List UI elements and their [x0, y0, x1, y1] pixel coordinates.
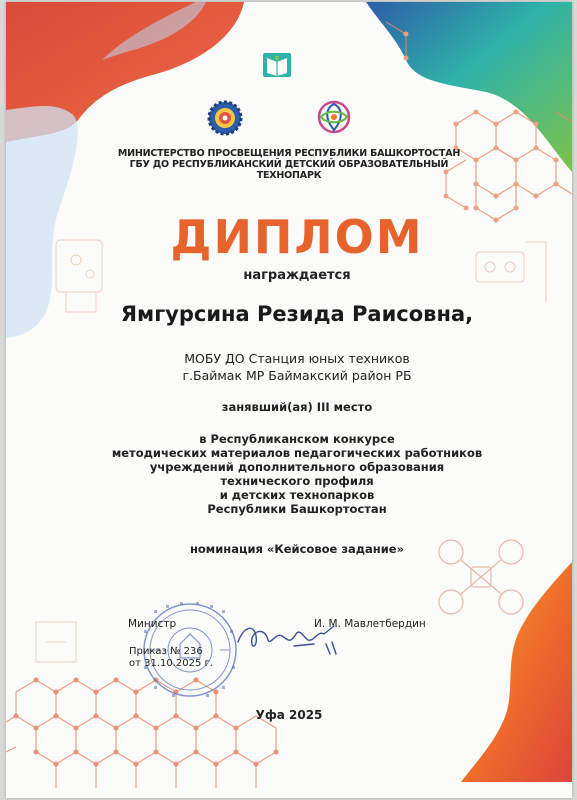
order-info [129, 646, 213, 670]
signer-name: И. М. Мавлетбердин [314, 618, 426, 630]
top-right-gradient-shape [366, 2, 572, 172]
institution-line-2: г.Баймак МР Баймакский район РБ [182, 368, 412, 383]
nomination: номинация «Кейсовое задание» [189, 542, 405, 556]
city-year: Уфа 2025 [255, 708, 323, 722]
institution-line-1: МОБУ ДО Станция юных техников [184, 351, 410, 366]
contest-line-3: учреждений дополнительного образования [149, 460, 445, 474]
place-text: занявший(ая) III место [221, 400, 373, 414]
bottom-right-orange-shape [461, 562, 572, 782]
order-date: от 31.10.2025 г. [129, 658, 213, 669]
awarded-label: награждается [243, 268, 351, 283]
diploma-title: ДИПЛОМ [170, 210, 424, 264]
contest-description [14, 432, 572, 516]
gear-emblem-icon [207, 100, 243, 136]
organization-header [6, 148, 572, 181]
organization-line-2: ГБУ ДО РЕСПУБЛИКАНСКИЙ ДЕТСКИЙ ОБРАЗОВАТЕЛЬНЫЙ [129, 159, 449, 170]
technopark-book-icon [262, 50, 292, 80]
signature-role: Министр [128, 618, 177, 630]
institution [14, 350, 572, 384]
diploma-sheet [6, 2, 572, 798]
contest-line-2: методических материалов педагогических работников [111, 446, 483, 460]
contest-line-4: технического профиля [220, 474, 374, 488]
organization-line-3: ТЕХНОПАРК [256, 170, 322, 181]
recipient-name: Ямгурсина Резида Раисовна, [120, 302, 474, 326]
order-number: Приказ № 236 [129, 646, 203, 657]
contest-line-6: Республики Башкортостан [207, 502, 387, 516]
contest-line-1: в Республиканском конкурсе [199, 432, 395, 446]
organization-line-1: МИНИСТЕРСТВО ПРОСВЕЩЕНИЯ РЕСПУБЛИКИ БАШКОРТОСТАН [117, 148, 461, 159]
contest-line-5: и детских технопарков [219, 488, 375, 502]
ministry-emblem-icon [314, 98, 354, 136]
